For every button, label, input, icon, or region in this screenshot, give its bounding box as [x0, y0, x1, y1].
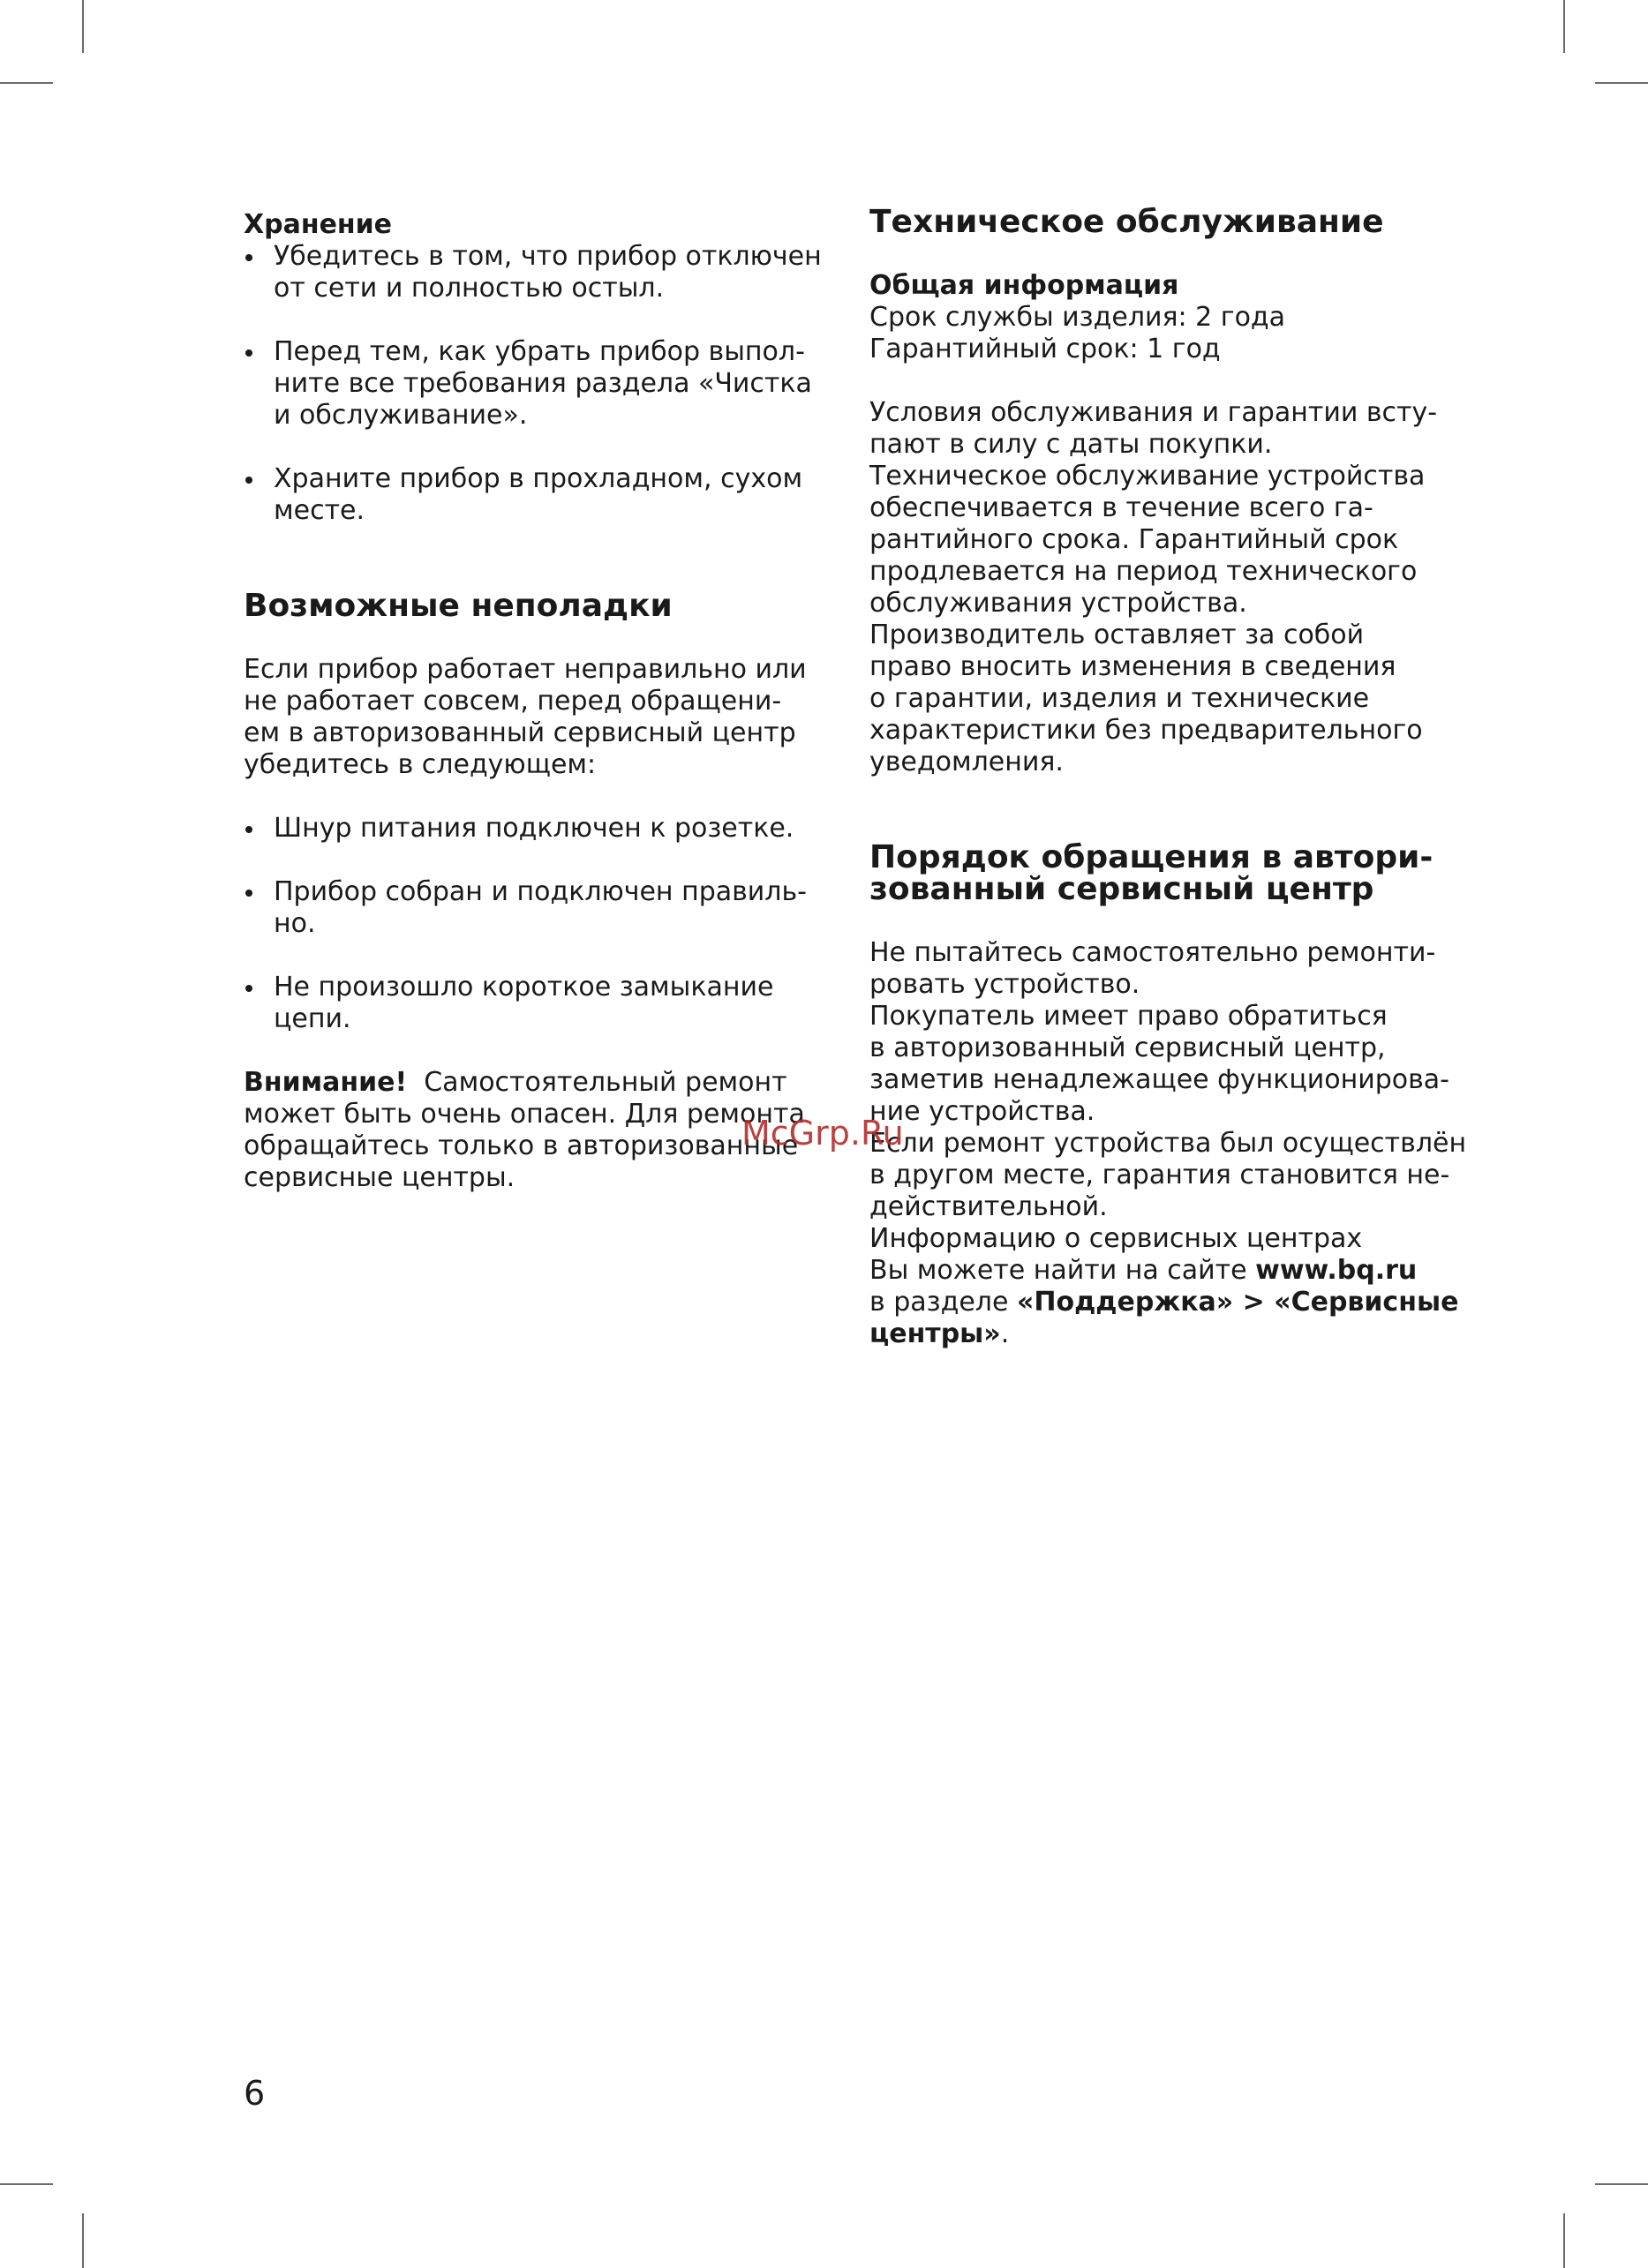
troubleshooting-bullet-3-line-1: Не произошло короткое замыкание [274, 972, 774, 1003]
storage-bullet-1-line-2: от сети и полностью остыл. [274, 273, 665, 304]
service-line-10: Информацию о сервисных центрах [869, 1223, 1363, 1254]
troubleshooting-bullet-2-line-2: но. [274, 908, 316, 939]
maintenance-line-5: рантийного срока. Гарантийный срок [869, 524, 1399, 555]
crop-mark-top-left-v [82, 0, 84, 53]
maintenance-line-4: обеспечивается в течение всего га- [869, 492, 1373, 523]
storage-bullet-1 [244, 241, 826, 304]
crop-mark-bottom-left-v [82, 2213, 84, 2268]
maintenance-line-7: обслуживания устройства. [869, 588, 1247, 619]
right-column [869, 204, 1467, 1350]
maintenance-subtitle: Общая информация [869, 270, 1179, 301]
maintenance-line-6: продлевается на период технического [869, 556, 1418, 587]
section-prefix: в разделе [869, 1287, 1017, 1318]
troubleshooting-bullet-1 [244, 813, 826, 845]
service-line-8: в другом месте, гарантия становится не- [869, 1160, 1450, 1190]
maintenance-line-9: право вносить изменения в сведения [869, 651, 1396, 682]
troubleshooting-bullet-1-line-1: Шнур питания подключен к розетке. [274, 813, 794, 844]
storage-bullet-2-line-1: Перед тем, как убрать прибор выпол- [274, 336, 805, 367]
maintenance-line-8: Производитель оставляет за собой [869, 620, 1365, 650]
service-line-1: Не пытайтесь самостоятельно ремонти- [869, 937, 1436, 968]
storage-bullet-2 [244, 336, 826, 432]
crop-mark-bottom-right-h [1595, 2183, 1648, 2185]
crop-mark-top-right-v [1563, 0, 1565, 53]
maintenance-line-12: уведомления. [869, 747, 1064, 777]
storage-bullet-3-line-2: месте. [274, 495, 365, 526]
storage-bullet-2-line-3: и обслуживание». [274, 400, 528, 431]
warning-line-1: Самостоятельный ремонт [424, 1067, 787, 1098]
troubleshooting-bullet-3-line-2: цепи. [274, 1003, 351, 1034]
site-link[interactable]: www.bq.ru [1255, 1255, 1418, 1286]
storage-title: Хранение [244, 209, 393, 240]
maintenance-title: Техническое обслуживание [869, 204, 1384, 240]
troubleshooting-intro-line-4: убедитесь в следующем: [244, 749, 597, 780]
section-end: . [1000, 1318, 1010, 1349]
maintenance-line-11: характеристики без предварительного [869, 715, 1423, 746]
crop-mark-bottom-left-h [0, 2183, 53, 2185]
warning-paragraph [244, 1067, 826, 1194]
service-line-4: в авторизованный сервисный центр, [869, 1033, 1386, 1063]
service-line-9: действительной. [869, 1191, 1108, 1222]
troubleshooting-bullet-2-line-1: Прибор собран и подключен правиль- [274, 876, 807, 907]
watermark: McGrp.Ru [741, 1114, 904, 1153]
maintenance-line-10: о гарантии, изделия и технические [869, 683, 1370, 714]
storage-bullet-3-line-1: Храните прибор в прохладном, сухом [274, 463, 803, 494]
troubleshooting-intro-line-1: Если прибор работает неправильно или [244, 654, 807, 685]
page-number: 6 [244, 2074, 266, 2113]
warning-line-3: обращайтесь только в авторизованные [244, 1130, 799, 1161]
support-section-path-end: центры» [869, 1318, 1001, 1349]
service-title-line-2: зованный сервисный центр [869, 871, 1374, 907]
service-line-6: ние устройства. [869, 1096, 1095, 1127]
storage-bullet-3 [244, 463, 826, 527]
maintenance-line-2: пают в силу с даты покупки. [869, 429, 1273, 460]
crop-mark-top-left-h [0, 82, 53, 84]
service-line-5: заметив ненадлежащее функционирова- [869, 1064, 1449, 1095]
crop-mark-bottom-right-v [1563, 2213, 1565, 2268]
troubleshooting-intro-line-2: не работает совсем, перед обращени- [244, 686, 782, 717]
service-life-line: Срок службы изделия: 2 года [869, 302, 1286, 333]
maintenance-line-3: Техническое обслуживание устройства [869, 461, 1426, 492]
support-section-path: «Поддержка» > «Сервисные [1016, 1287, 1459, 1318]
maintenance-paragraph [869, 397, 1461, 778]
service-paragraph [869, 937, 1467, 1350]
warning-label: Внимание! [244, 1067, 408, 1098]
warranty-line: Гарантийный срок: 1 год [869, 334, 1221, 364]
troubleshooting-intro-line-3: ем в авторизованный сервисный центр [244, 717, 796, 748]
troubleshooting-intro [244, 654, 826, 781]
left-column [244, 209, 826, 1194]
warning-line-2: может быть очень опасен. Для ремонта [244, 1099, 805, 1130]
troubleshooting-bullet-2 [244, 876, 826, 940]
storage-bullet-1-line-1: Убедитесь в том, что прибор отключен [274, 241, 822, 272]
crop-mark-top-right-h [1595, 82, 1648, 84]
service-title-line-1: Порядок обращения в автори- [869, 839, 1434, 875]
maintenance-line-1: Условия обслуживания и гарантии всту- [869, 397, 1438, 428]
service-line-7: Если ремонт устройства был осуществлён [869, 1128, 1467, 1159]
warning-line-4: сервисные центры. [244, 1162, 515, 1193]
service-line-3: Покупатель имеет право обратиться [869, 1001, 1388, 1032]
site-prefix: Вы можете найти на сайте [869, 1255, 1256, 1286]
troubleshooting-title: Возможные неполадки [244, 588, 673, 624]
storage-bullet-2-line-2: ните все требования раздела «Чистка [274, 368, 812, 399]
troubleshooting-bullet-3 [244, 972, 826, 1035]
service-line-2: ровать устройство. [869, 969, 1140, 1000]
